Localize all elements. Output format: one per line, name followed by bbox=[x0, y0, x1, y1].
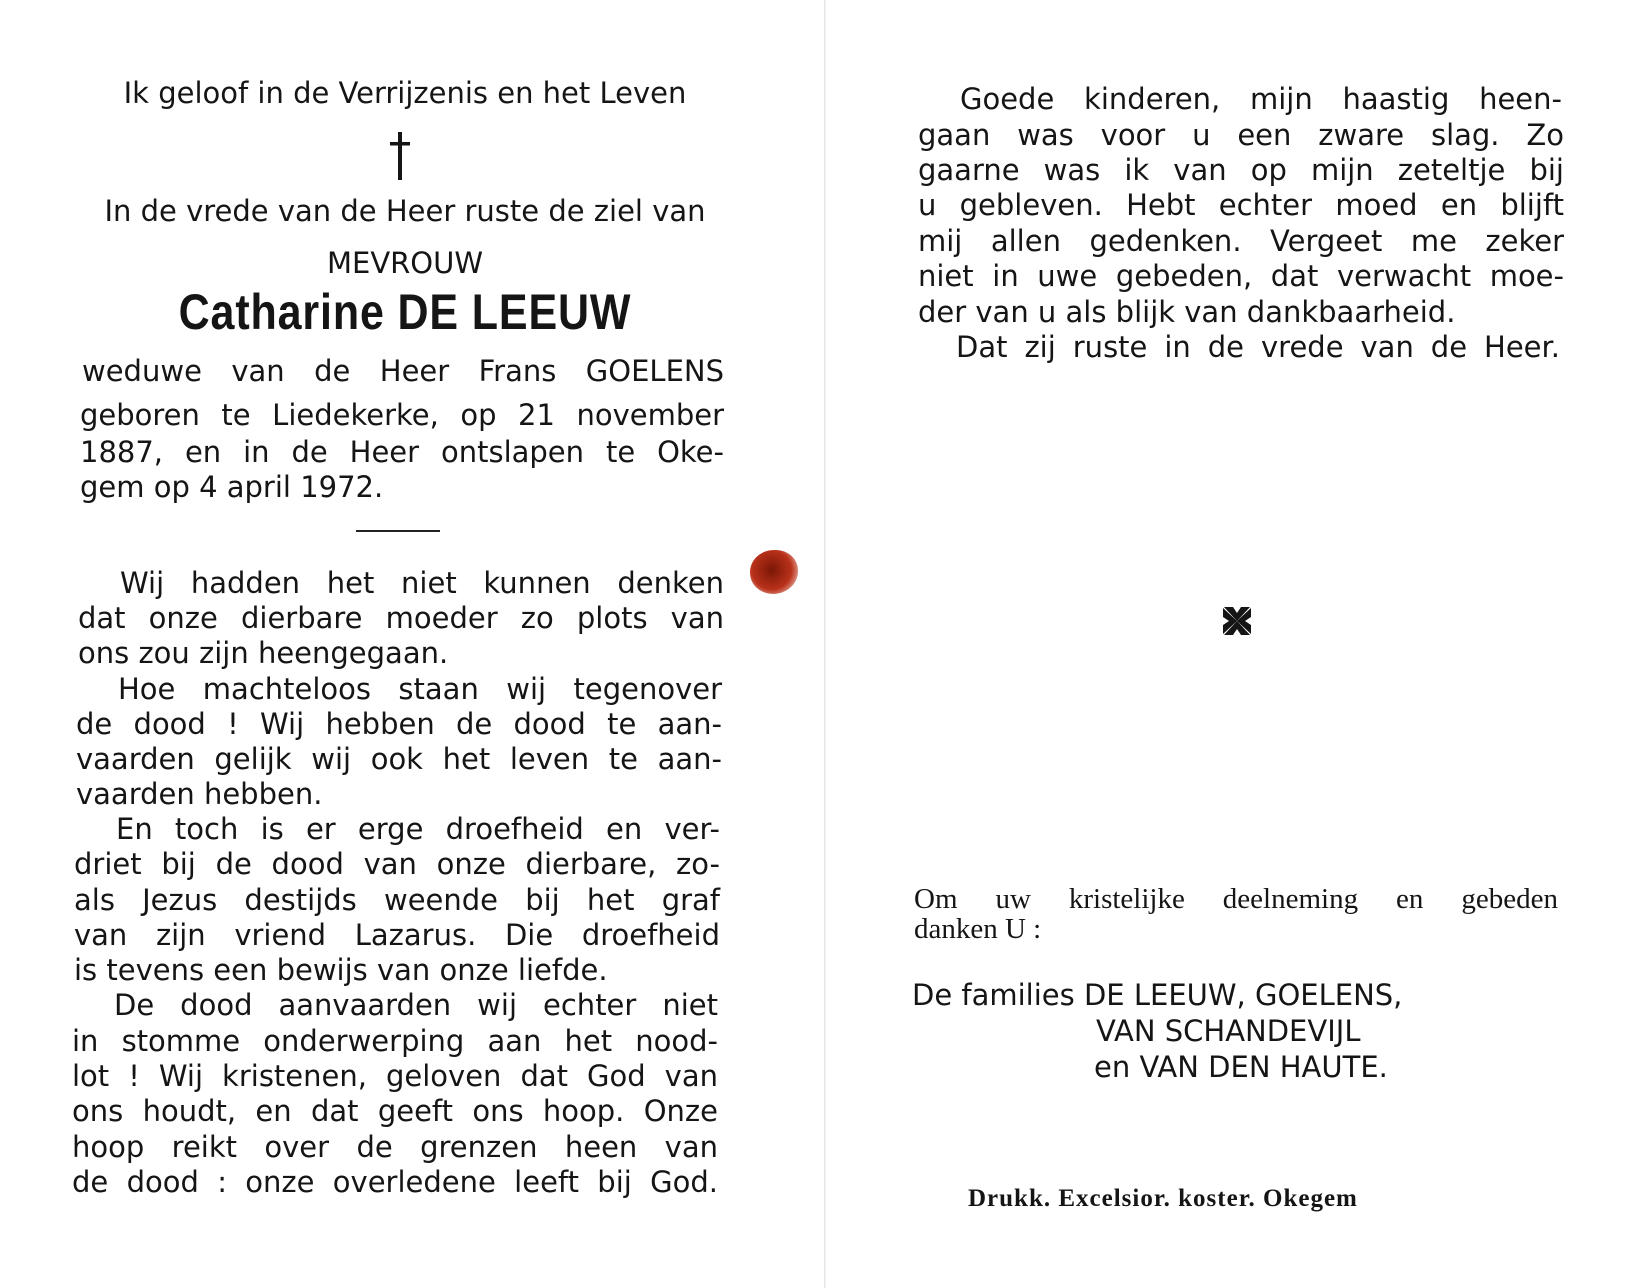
verse-line: niet in uwe gebeden, dat verwacht moe- bbox=[918, 259, 1564, 293]
body-line: En toch is er erge droefheid en ver- bbox=[116, 812, 720, 846]
families-line: De families DE LEEUW, GOELENS, bbox=[912, 978, 1403, 1012]
printer-credit: Drukk. Excelsior. koster. Okegem bbox=[968, 1185, 1358, 1212]
verse-line: gaarne was ik van op mijn zeteltje bij bbox=[918, 153, 1564, 187]
families-line: VAN SCHANDEVIJL bbox=[1096, 1014, 1361, 1048]
body-line: vaarden gelijk wij ook het leven te aan- bbox=[76, 742, 722, 776]
divider-rule bbox=[356, 530, 440, 532]
thanks-line: Om uw kristelijke deelneming en gebeden bbox=[914, 883, 1558, 915]
deceased-name: Catharine DE LEEUW bbox=[178, 284, 632, 340]
body-line: ons zou zijn heengegaan. bbox=[78, 636, 449, 670]
bio-line: 1887, en in de Heer ontslapen te Oke- bbox=[80, 435, 724, 469]
families-line: en VAN DEN HAUTE. bbox=[1094, 1050, 1388, 1084]
body-line: De dood aanvaarden wij echter niet bbox=[114, 988, 718, 1022]
verse-line: gaan was voor u een zware slag. Zo bbox=[918, 118, 1564, 152]
thanks-line: danken U : bbox=[914, 913, 1042, 945]
body-line: hoop reikt over de grenzen heen van bbox=[72, 1130, 718, 1164]
bio-line: geboren te Liedekerke, op 21 november bbox=[80, 398, 724, 432]
body-line: driet bij de dood van onze dierbare, zo- bbox=[74, 847, 720, 881]
body-line: in stomme onderwerping aan het nood- bbox=[72, 1024, 718, 1058]
verse-line: der van u als blijk van dankbaarheid. bbox=[918, 295, 1456, 329]
bio-line: weduwe van de Heer Frans GOELENS bbox=[82, 354, 724, 388]
body-line: vaarden hebben. bbox=[76, 777, 323, 811]
crucifix-icon bbox=[380, 128, 420, 184]
intro-text: In de vrede van de Heer ruste de ziel van bbox=[104, 194, 706, 228]
body-line: de dood : onze overledene leeft bij God. bbox=[72, 1165, 718, 1199]
body-line: de dood ! Wij hebben de dood te aan- bbox=[76, 707, 722, 741]
body-line: van zijn vriend Lazarus. Die droefheid bbox=[74, 918, 720, 952]
bio-line: gem op 4 april 1972. bbox=[80, 470, 384, 504]
body-line: ons houdt, en dat geeft ons hoop. Onze bbox=[72, 1094, 718, 1128]
right-panel bbox=[826, 0, 1644, 1288]
body-line: is tevens een bewijs van onze liefde. bbox=[74, 953, 608, 987]
body-line: als Jezus destijds weende bij het graf bbox=[74, 883, 720, 917]
maltese-cross-icon bbox=[1220, 604, 1254, 638]
motto: Ik geloof in de Verrijzenis en het Leven bbox=[123, 76, 687, 110]
verse-line: Dat zij ruste in de vrede van de Heer. bbox=[956, 330, 1560, 364]
body-line: lot ! Wij kristenen, geloven dat God van bbox=[72, 1059, 718, 1093]
verse-line: Goede kinderen, mijn haastig heen- bbox=[960, 82, 1562, 116]
body-line: Wij hadden het niet kunnen denken bbox=[120, 566, 724, 600]
verse-line: mij allen gedenken. Vergeet me zeker bbox=[918, 224, 1564, 258]
verse-line: u gebleven. Hebt echter moed en blijft bbox=[918, 188, 1564, 222]
title-mevrouw: MEVROUW bbox=[326, 246, 484, 280]
body-line: Hoe machteloos staan wij tegenover bbox=[118, 672, 722, 706]
body-line: dat onze dierbare moeder zo plots van bbox=[78, 601, 724, 635]
